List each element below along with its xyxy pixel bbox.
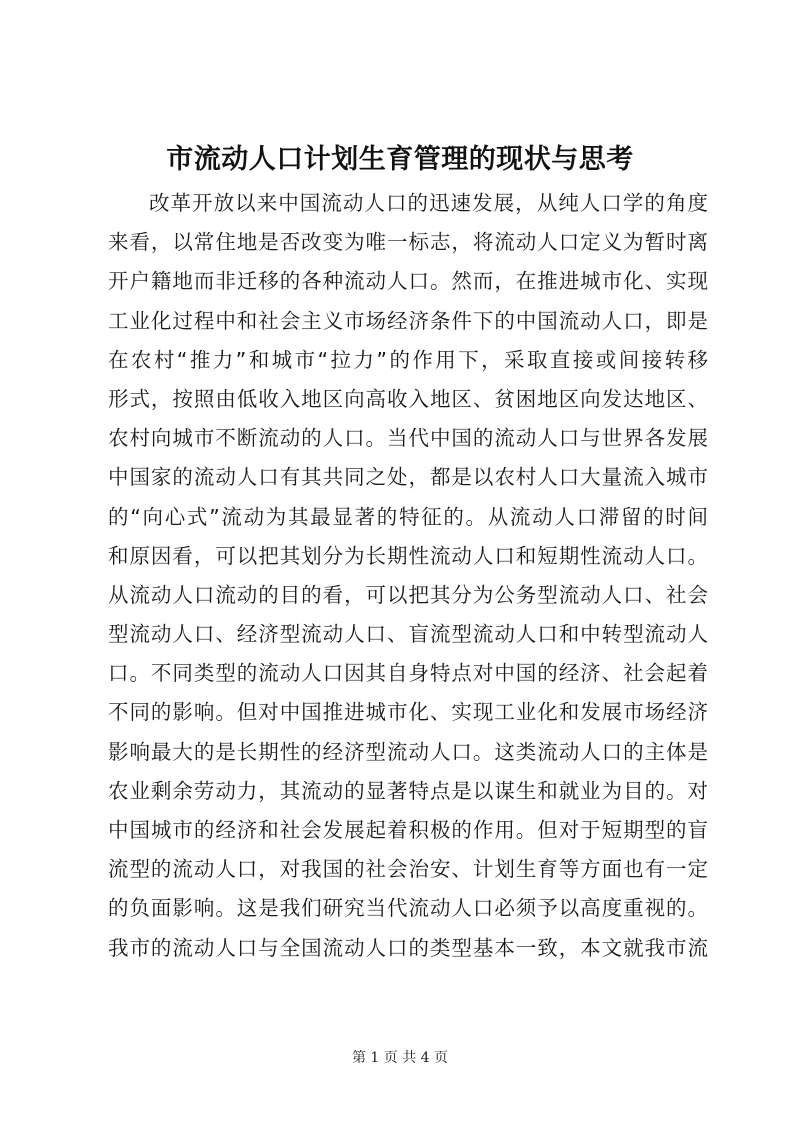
paragraph-line-14: 不同的影响。但对中国推进城市化、实现工业化和发展市场经济 [108, 700, 708, 725]
paragraph-line-17: 中国城市的经济和社会发展起着积极的作用。但对于短期型的盲 [108, 818, 708, 842]
paragraph-line-6: 形式，按照由低收入地区向高收入地区、贫困地区向发达地区、 [108, 386, 708, 411]
paragraph-line-15: 影响最大的是长期性的经济型流动人口。这类流动人口的主体是 [108, 739, 708, 764]
paragraph-line-4: 工业化过程中和社会主义市场经济条件下的中国流动人口，即是 [108, 308, 708, 333]
paragraph-line-19: 的负面影响。这是我们研究当代流动人口必须予以高度重视的。 [108, 896, 708, 921]
paragraph-line-11: 从流动人口流动的目的看，可以把其分为公务型流动人口、社会 [108, 582, 708, 607]
paragraph-line-3: 开户籍地而非迁移的各种流动人口。然而，在推进城市化、实现 [108, 269, 708, 294]
paragraph-line-18: 流型的流动人口，对我国的社会治安、计划生育等方面也有一定 [108, 857, 708, 882]
paragraph-line-8: 中国家的流动人口有其共同之处，都是以农村人口大量流入城市 [108, 465, 708, 490]
page-number-footer: 第 1 页 共 4 页 [351, 1050, 449, 1066]
paragraph-line-5: 在农村“推力”和城市“拉力”的作用下，采取直接或间接转移 [108, 347, 708, 372]
paragraph-line-1: 改革开放以来中国流动人口的迅速发展，从纯人口学的角度 [149, 191, 708, 215]
paragraph-line-9: 的“向心式”流动为其最显著的特征的。从流动人口滞留的时间 [108, 504, 708, 529]
paragraph-line-16: 农业剩余劳动力，其流动的显著特点是以谋生和就业为目的。对 [108, 778, 708, 803]
paragraph-line-10: 和原因看，可以把其划分为长期性流动人口和短期性流动人口。 [108, 543, 708, 568]
body-paragraph [108, 184, 708, 968]
paragraph-line-12: 型流动人口、经济型流动人口、盲流型流动人口和中转型流动人 [108, 622, 708, 647]
document-title: 市流动人口计划生育管理的现状与思考 [166, 144, 634, 175]
paragraph-line-20: 我市的流动人口与全国流动人口的类型基本一致，本文就我市流 [108, 935, 708, 960]
paragraph-line-13: 口。不同类型的流动人口因其自身特点对中国的经济、社会起着 [108, 661, 708, 686]
paragraph-line-7: 农村向城市不断流动的人口。当代中国的流动人口与世界各发展 [108, 426, 708, 451]
paragraph-line-2: 来看，以常住地是否改变为唯一标志，将流动人口定义为暂时离 [108, 230, 708, 255]
